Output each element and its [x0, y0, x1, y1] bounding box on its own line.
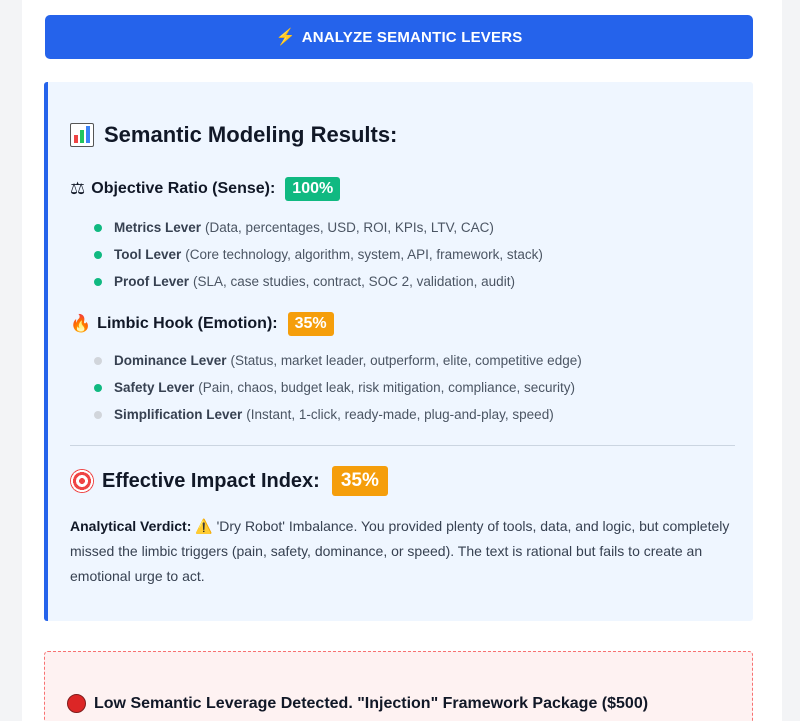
list-item	[94, 214, 543, 241]
lever-status-dot	[94, 357, 102, 365]
objective-lever-list	[94, 214, 543, 295]
lever-name: Safety Lever	[114, 380, 195, 395]
results-title	[70, 122, 397, 148]
lever-name: Dominance Lever	[114, 353, 227, 368]
lever-status-dot	[94, 411, 102, 419]
analytical-verdict	[70, 514, 740, 589]
analyze-semantic-levers-button[interactable]	[45, 15, 753, 59]
lever-status-dot	[94, 224, 102, 232]
lever-name: Simplification Lever	[114, 407, 243, 422]
objective-ratio-label: Objective Ratio (Sense):	[91, 180, 276, 197]
low-leverage-alert	[44, 651, 753, 721]
objective-ratio-heading	[70, 177, 340, 201]
lever-desc: (SLA, case studies, contract, SOC 2, validation, audit)	[193, 274, 515, 289]
section-divider	[70, 445, 735, 446]
bar-chart-icon	[70, 123, 94, 147]
fire-icon: 🔥	[70, 314, 92, 333]
results-panel	[44, 82, 753, 621]
lever-name: Proof Lever	[114, 274, 190, 289]
alert-text: Low Semantic Leverage Detected. "Injection" Framework Package ($500)	[94, 694, 649, 712]
lever-name: Metrics Lever	[114, 220, 202, 235]
impact-index-label: Effective Impact Index:	[102, 469, 320, 492]
limbic-hook-badge: 35%	[288, 312, 334, 336]
balance-scale-icon: ⚖	[70, 179, 86, 198]
lever-desc: (Core technology, algorithm, system, API, framework, stack)	[185, 247, 543, 262]
page	[22, 0, 782, 721]
lever-status-dot	[94, 278, 102, 286]
warning-icon: ⚠️	[195, 518, 213, 534]
alert-message	[67, 694, 648, 713]
list-item	[94, 347, 582, 374]
lever-name: Tool Lever	[114, 247, 182, 262]
results-title-text: Semantic Modeling Results:	[104, 122, 398, 147]
list-item	[94, 268, 543, 295]
lightning-bolt-icon: ⚡	[275, 29, 296, 46]
lever-desc: (Instant, 1-click, ready-made, plug-and-play, speed)	[246, 407, 554, 422]
list-item	[94, 374, 582, 401]
list-item	[94, 401, 582, 428]
limbic-hook-heading	[70, 312, 334, 336]
analyze-button-label: ANALYZE SEMANTIC LEVERS	[301, 28, 523, 46]
verdict-text: 'Dry Robot' Imbalance. You provided plenty of tools, data, and logic, but completely missed the limbic triggers (pain, safety, dominance, or speed). The text is rational but fails to create an emotional urge to act.	[70, 518, 730, 584]
lever-status-dot	[94, 251, 102, 259]
target-icon	[70, 469, 94, 493]
lever-status-dot	[94, 384, 102, 392]
red-circle-icon	[67, 694, 86, 713]
lever-desc: (Pain, chaos, budget leak, risk mitigation, compliance, security)	[198, 380, 575, 395]
lever-desc: (Status, market leader, outperform, elite, competitive edge)	[230, 353, 582, 368]
list-item	[94, 241, 543, 268]
impact-index-heading	[70, 466, 388, 496]
objective-ratio-badge: 100%	[285, 177, 340, 201]
limbic-hook-label: Limbic Hook (Emotion):	[97, 315, 278, 332]
limbic-lever-list	[94, 347, 582, 428]
verdict-label: Analytical Verdict:	[70, 518, 192, 534]
impact-index-badge: 35%	[332, 466, 388, 496]
lever-desc: (Data, percentages, USD, ROI, KPIs, LTV, CAC)	[205, 220, 494, 235]
